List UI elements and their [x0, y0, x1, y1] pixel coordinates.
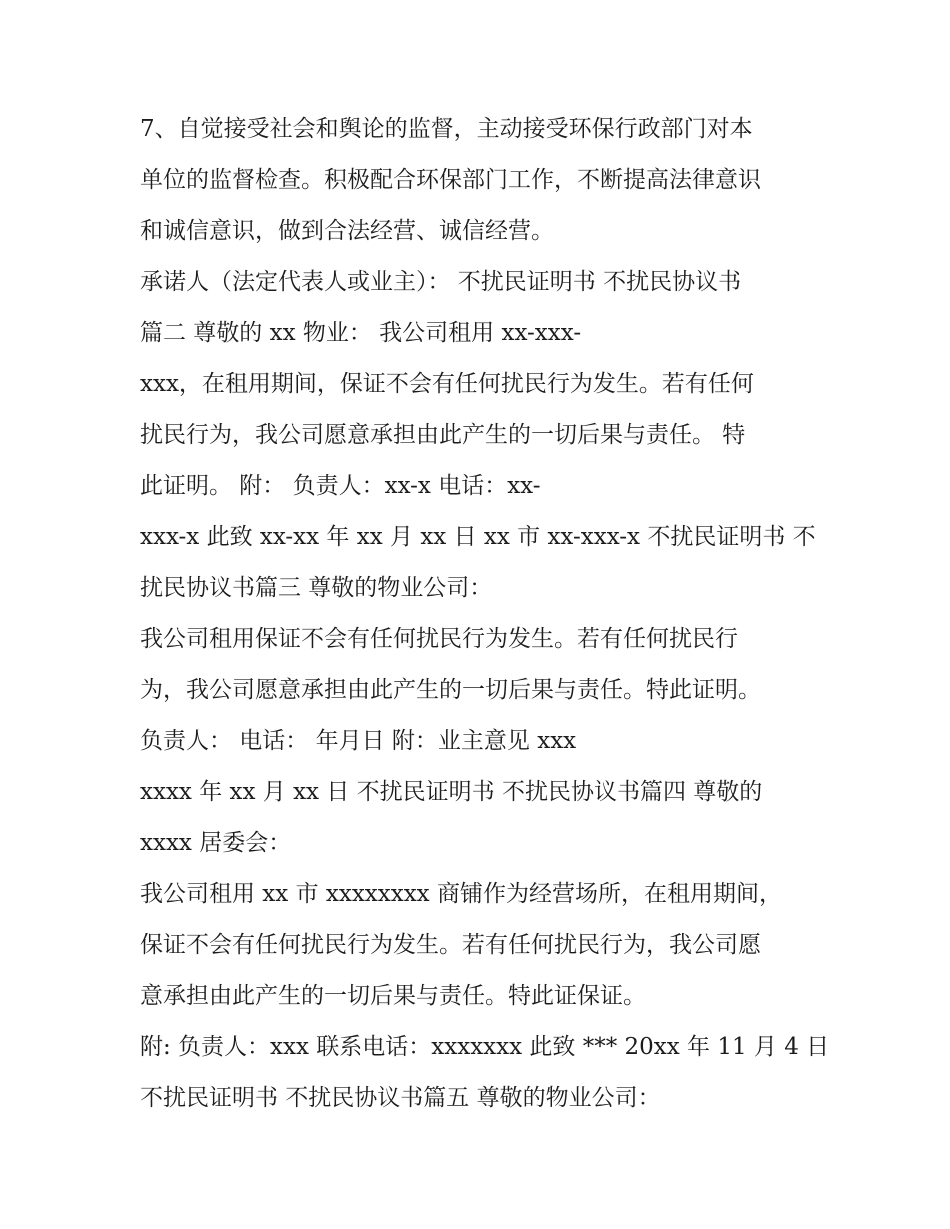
document-body — [140, 104, 830, 1124]
text-line: 承诺人（法定代表人或业主）： 不扰民证明书 不扰民协议书 — [140, 269, 742, 295]
text-line: xxxx 居委会： — [140, 830, 292, 856]
text-line: 不扰民证明书 不扰民协议书篇五 尊敬的物业公司： — [140, 1085, 661, 1111]
text-line: 为，我公司愿意承担由此产生的一切后果与责任。特此证明。 — [140, 677, 761, 703]
text-line: 意承担由此产生的一切后果与责任。特此证保证。 — [140, 983, 646, 1009]
text-line: 我公司租用 xx 市 xxxxxxxx 商铺作为经营场所，在租用期间， — [140, 881, 782, 907]
text-line: 扰民协议书篇三 尊敬的物业公司： — [140, 575, 493, 601]
text-line: 单位的监督检查。积极配合环保部门工作，不断提高法律意识 — [140, 167, 761, 193]
text-line: 篇二 尊敬的 xx 物业： 我公司租用 xx-xxx- — [140, 320, 582, 346]
text-line: 和诚信意识，做到合法经营、诚信经营。 — [140, 218, 554, 244]
text-line: 我公司租用保证不会有任何扰民行为发生。若有任何扰民行 — [140, 626, 738, 652]
text-line: 附: 负责人：xxx 联系电话：xxxxxxx 此致 *** 20xx 年 11 月 4 日 — [140, 1034, 830, 1060]
text-line: 负责人： 电话： 年月日 附：业主意见 xxx — [140, 728, 577, 754]
text-line: 7、自觉接受社会和舆论的监督，主动接受环保行政部门对本 — [140, 116, 753, 142]
text-line: 保证不会有任何扰民行为发生。若有任何扰民行为，我公司愿 — [140, 932, 761, 958]
text-line: xxx，在租用期间，保证不会有任何扰民行为发生。若有任何 — [140, 371, 754, 397]
text-line: 扰民行为，我公司愿意承担由此产生的一切后果与责任。 特 — [140, 422, 746, 448]
text-line: xxx-x 此致 xx-xx 年 xx 月 xx 日 xx 市 xx-xxx-x 不扰民证明书 不 — [140, 524, 816, 550]
text-line: 此证明。 附： 负责人：xx-x 电话：xx- — [140, 473, 541, 499]
text-line: xxxx 年 xx 月 xx 日 不扰民证明书 不扰民协议书篇四 尊敬的 — [140, 779, 763, 805]
